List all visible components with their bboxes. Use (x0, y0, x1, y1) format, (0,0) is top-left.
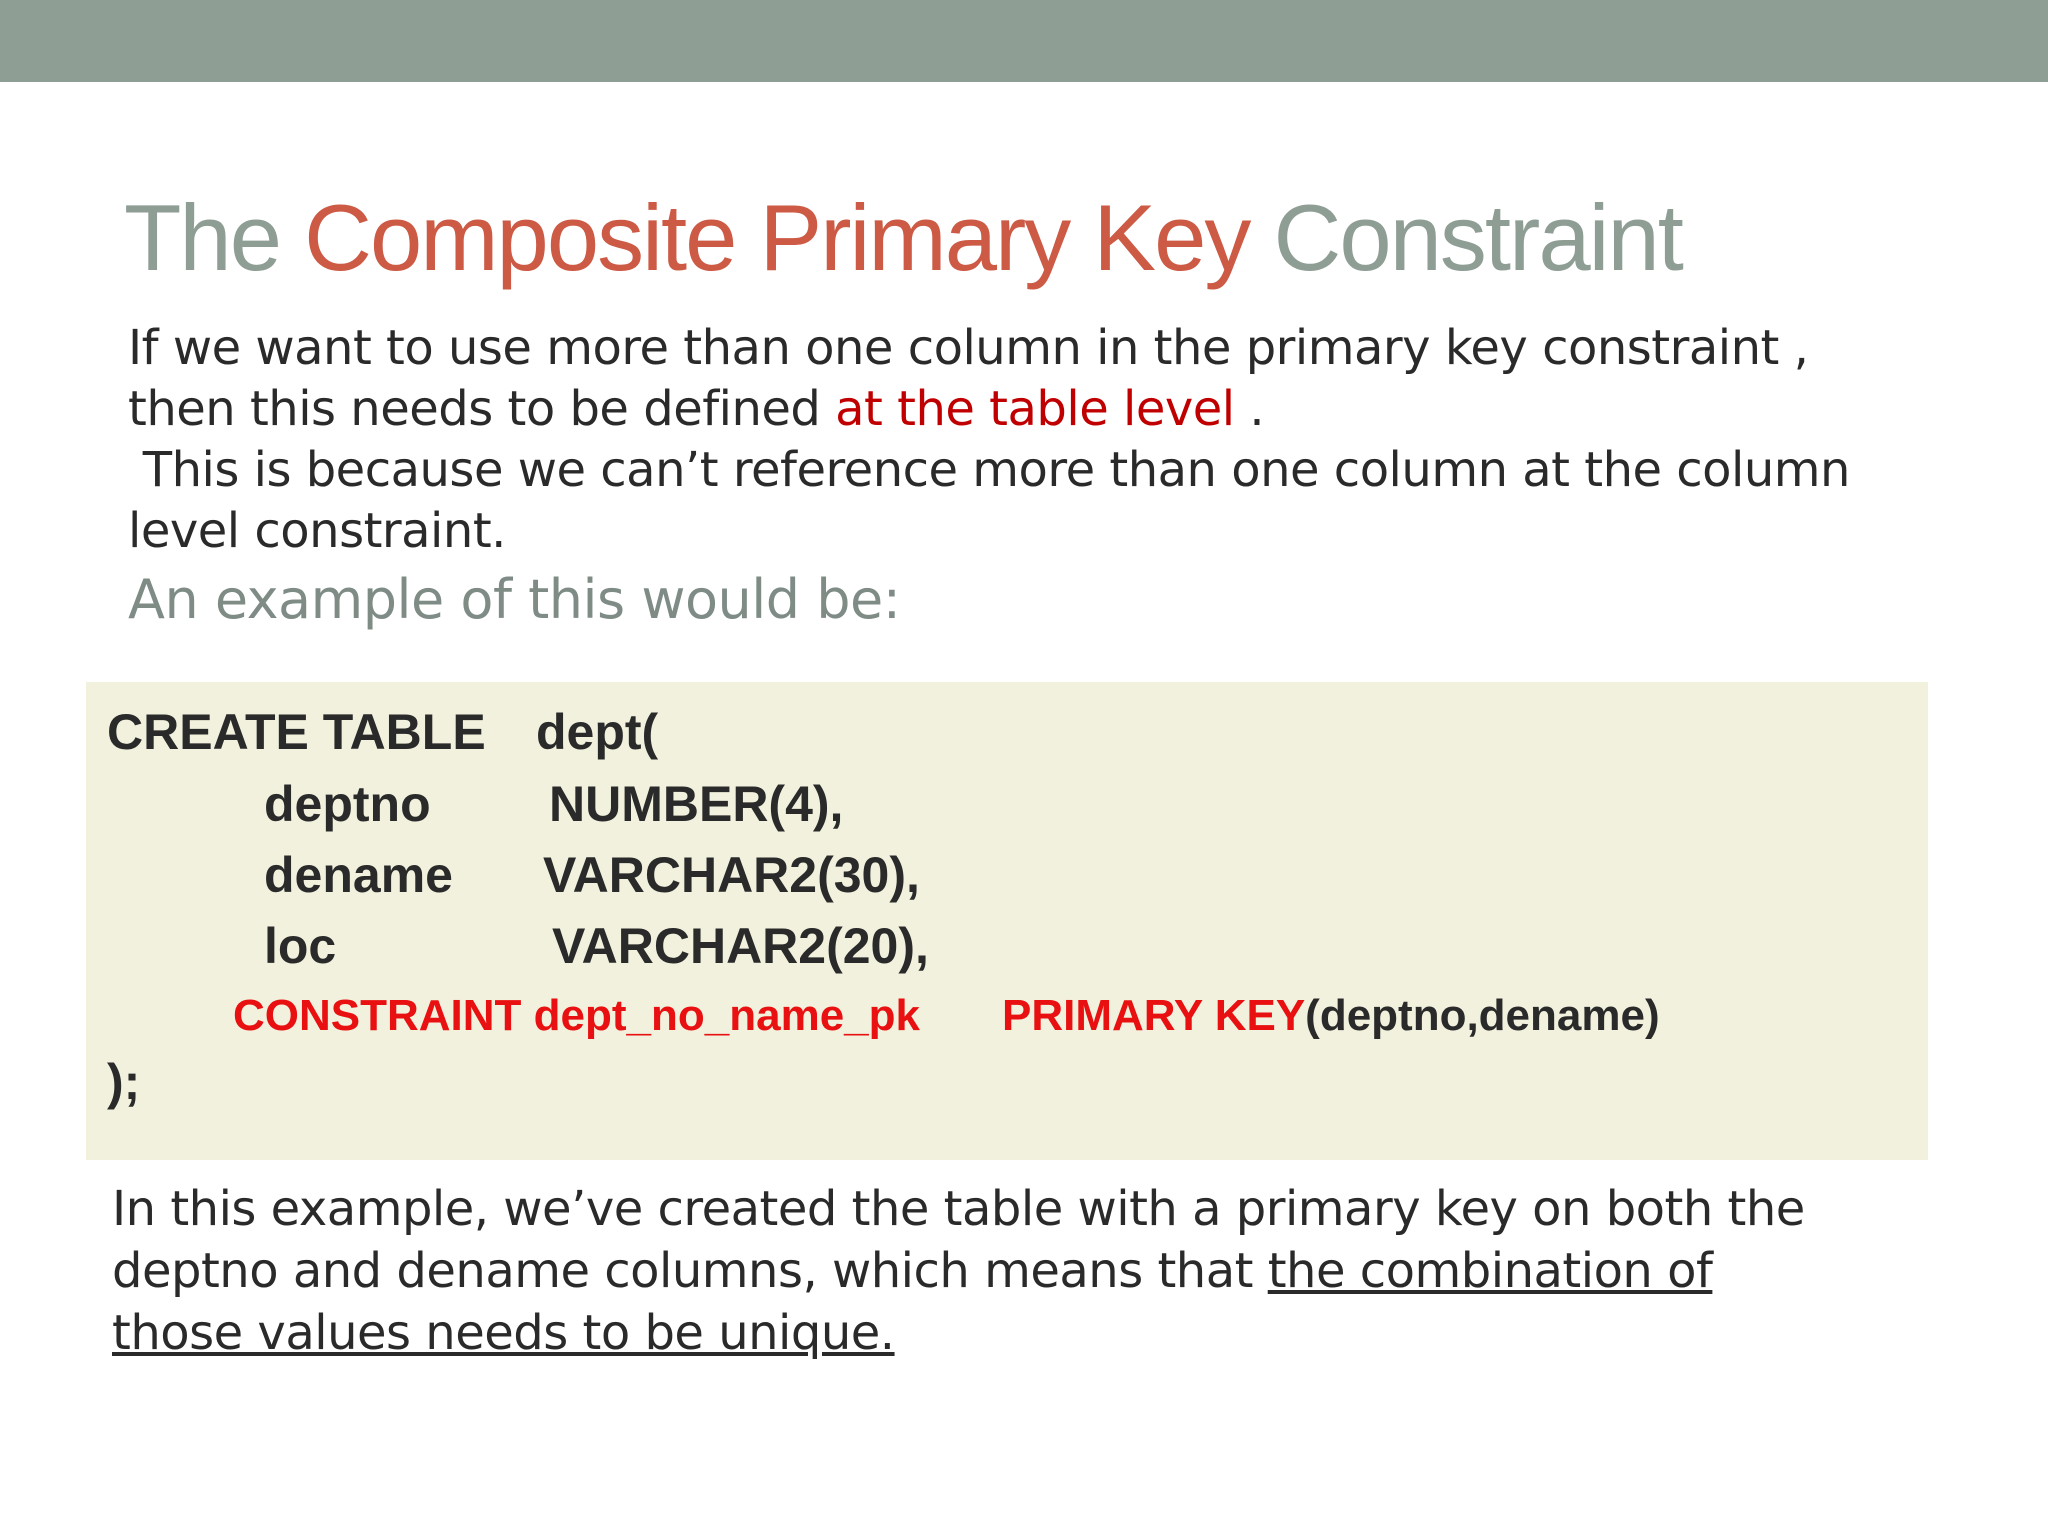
code-column-name: dename (264, 847, 453, 903)
code-line-end: ); (107, 1054, 141, 1110)
outro-line-1: In this example, we’ve created the table with a primary key on both the (112, 1181, 1805, 1237)
primary-key-columns: (deptno,dename) (1305, 991, 1660, 1040)
slide-title (124, 178, 1682, 298)
conclusion-paragraph (112, 1178, 1972, 1364)
intro-line-3: This is because we can’t reference more than one column at the column (128, 442, 1850, 498)
code-column-type: NUMBER(4), (549, 776, 844, 832)
outro-line-2 (112, 1240, 1972, 1302)
code-table-name: dept( (536, 704, 659, 760)
sql-code-block (86, 682, 1928, 1160)
code-column-name: deptno (264, 776, 431, 832)
intro-line-2 (128, 379, 1948, 440)
title-part-composite-primary-key: Composite Primary Key (304, 185, 1250, 290)
intro-line-2-end: . (1234, 381, 1265, 437)
primary-key-keyword: PRIMARY KEY (1002, 991, 1306, 1040)
intro-line-4: level constraint. (128, 503, 506, 559)
title-part-constraint: Constraint (1249, 185, 1682, 290)
outro-line-2-text: deptno and dename columns, which means that (112, 1243, 1268, 1299)
code-line-create (107, 702, 486, 762)
code-column-type: VARCHAR2(30), (543, 847, 920, 903)
top-accent-bar (0, 0, 2048, 82)
combination-underlined: the combination of (1267, 1243, 1713, 1299)
code-line-constraint (233, 986, 920, 1046)
intro-line-2-text: then this needs to be defined (128, 381, 836, 437)
code-column-type: VARCHAR2(20), (552, 918, 929, 974)
title-part-the: The (124, 185, 305, 290)
intro-line-1: If we want to use more than one column in the primary key constraint , (128, 320, 1809, 376)
outro-line-3: those values needs to be unique. (112, 1305, 895, 1361)
code-line-primary-key (1002, 986, 1660, 1046)
example-heading: An example of this would be: (128, 568, 901, 631)
code-column-name: loc (264, 918, 337, 974)
constraint-keyword: CONSTRAINT dept_no_name_pk (233, 991, 920, 1040)
intro-paragraph (128, 318, 1948, 634)
create-table-keyword: CREATE TABLE (107, 704, 486, 760)
table-level-emphasis: at the table level (835, 381, 1235, 437)
